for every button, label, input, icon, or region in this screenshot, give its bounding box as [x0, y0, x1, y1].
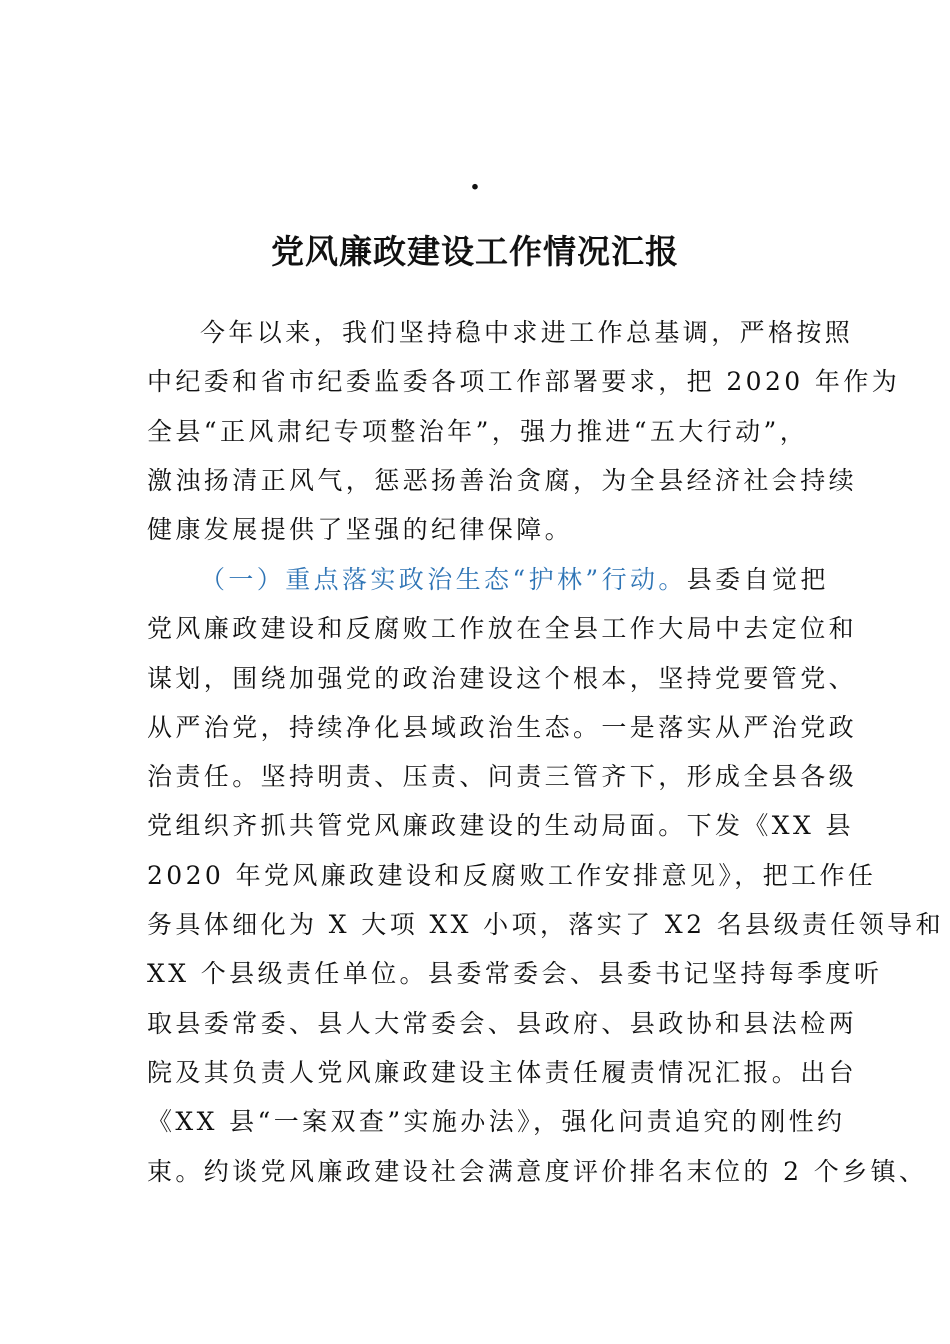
- paragraph-line: 全县“正风肃纪专项整治年”，强力推进“五大行动”，: [147, 416, 809, 446]
- paragraph-first-line: [147, 555, 829, 604]
- paragraph-section-1: [147, 555, 944, 1196]
- page-title: 党风廉政建设工作情况汇报: [271, 232, 679, 271]
- paragraph-line: 健康发展提供了坚强的纪律保障。: [147, 515, 574, 545]
- paragraph-line: 院及其负责人党风廉政建设主体责任履责情况汇报。出台: [147, 1057, 858, 1087]
- paragraph-line: 党风廉政建设和反腐败工作放在全县工作大局中去定位和: [147, 614, 858, 644]
- paragraph-intro: [147, 308, 901, 554]
- paragraph-line: 谋划，围绕加强党的政治建设这个根本，坚持党要管党、: [147, 663, 858, 693]
- paragraph-line: 取县委常委、县人大常委会、县政府、县政协和县法检两: [147, 1008, 858, 1038]
- paragraph-line: 从严治党，持续净化县域政治生态。一是落实从严治党政: [147, 712, 858, 742]
- top-mark: .: [469, 162, 481, 197]
- paragraph-line: 今年以来，我们坚持稳中求进工作总基调，严格按照: [200, 318, 854, 347]
- paragraph-line: 党组织齐抓共管党风廉政建设的生动局面。下发《XX 县: [147, 811, 854, 841]
- paragraph-line: 激浊扬清正风气，惩恶扬善治贪腐，为全县经济社会持续: [147, 465, 858, 495]
- paragraph-line-rest: 县委自觉把: [686, 565, 829, 594]
- section-heading: （一）重点落实政治生态“护林”行动。: [200, 565, 687, 594]
- paragraph-line: XX 个县级责任单位。县委常委会、县委书记坚持每季度听: [147, 959, 883, 989]
- paragraph-line: 治责任。坚持明责、压责、问责三管齐下，形成全县各级: [147, 762, 858, 792]
- paragraph-line: 《XX 县“一案双查”实施办法》，强化问责追究的刚性约: [147, 1107, 846, 1137]
- paragraph-line: 中纪委和省市纪委监委各项工作部署要求，把 2020 年作为: [147, 367, 901, 397]
- paragraph-line: 2020 年党风廉政建设和反腐败工作安排意见》，把工作任: [147, 860, 877, 890]
- paragraph-line: 务具体细化为 X 大项 XX 小项，落实了 X2 名县级责任领导和: [147, 910, 944, 940]
- paragraph-line: 束。约谈党风廉政建设社会满意度评价排名末位的 2 个乡镇、: [147, 1156, 928, 1186]
